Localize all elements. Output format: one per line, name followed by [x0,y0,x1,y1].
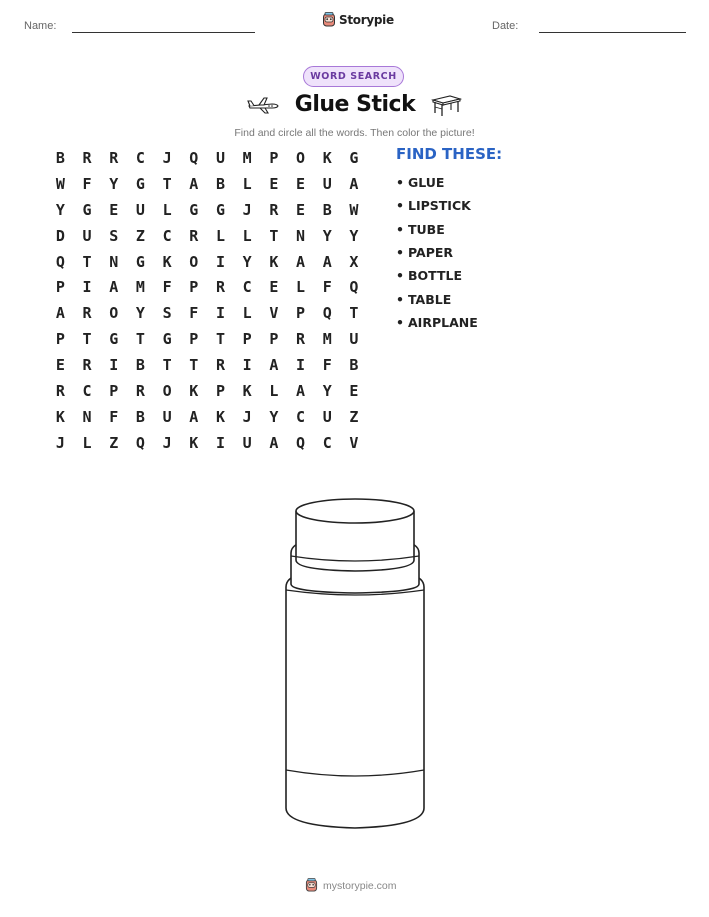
grid-letter[interactable]: G [135,174,145,193]
grid-letter[interactable]: Y [55,200,65,219]
grid-letter[interactable]: B [215,174,225,193]
grid-letter[interactable]: K [162,252,172,271]
grid-letter[interactable]: M [242,148,252,167]
grid-letter[interactable]: R [82,148,92,167]
grid-letter[interactable]: G [135,252,145,271]
grid-letter[interactable]: E [269,174,279,193]
grid-letter[interactable]: C [322,433,332,452]
bullet: • [396,221,404,237]
grid-letter[interactable]: E [296,200,306,219]
grid-letter[interactable]: P [269,148,279,167]
grid-letter[interactable]: P [296,304,306,323]
grid-letter[interactable]: U [215,148,225,167]
grid-letter[interactable]: L [242,304,252,323]
storypie-mascot-icon [305,878,318,893]
storypie-mascot-icon [322,12,336,28]
grid-letter[interactable]: L [269,381,279,400]
grid-letter[interactable]: Z [109,433,119,452]
grid-letter[interactable]: G [189,200,199,219]
word-list-item [396,264,478,287]
grid-letter[interactable]: X [349,252,359,271]
find-these-heading: FIND THESE: [396,145,503,163]
grid-letter[interactable]: G [109,330,119,349]
grid-letter[interactable]: A [349,174,359,193]
airplane-icon [246,95,280,115]
word-text: LIPSTICK [408,198,471,214]
grid-letter[interactable]: R [109,148,119,167]
grid-letter[interactable]: P [189,330,199,349]
grid-letter[interactable]: T [162,174,172,193]
grid-letter[interactable]: Y [322,226,332,245]
grid-letter[interactable]: J [242,407,252,426]
grid-letter[interactable]: I [215,304,225,323]
grid-letter[interactable]: O [109,304,119,323]
grid-letter[interactable]: T [82,252,92,271]
grid-letter[interactable]: F [189,304,199,323]
grid-letter[interactable]: W [349,200,359,219]
grid-letter[interactable]: O [296,148,306,167]
grid-letter[interactable]: G [349,148,359,167]
grid-letter[interactable]: T [162,356,172,375]
grid-letter[interactable]: V [269,304,279,323]
grid-letter[interactable]: L [242,226,252,245]
bullet: • [396,268,404,284]
grid-letter[interactable]: K [242,381,252,400]
grid-letter[interactable]: C [82,381,92,400]
grid-letter[interactable]: F [162,278,172,297]
grid-letter[interactable]: C [242,278,252,297]
word-text: AIRPLANE [408,314,478,330]
word-search-grid[interactable] [47,145,367,456]
grid-letter[interactable]: K [189,433,199,452]
grid-letter[interactable]: K [322,148,332,167]
grid-letter[interactable]: Q [296,433,306,452]
bullet: • [396,175,404,191]
grid-letter[interactable]: Z [349,407,359,426]
word-list-item [396,241,478,264]
grid-letter[interactable]: R [82,356,92,375]
grid-letter[interactable]: E [349,381,359,400]
grid-letter[interactable]: A [109,278,119,297]
grid-letter[interactable]: R [189,226,199,245]
grid-letter[interactable]: I [296,356,306,375]
grid-letter[interactable]: U [135,200,145,219]
grid-letter[interactable]: N [82,407,92,426]
word-list-item [396,311,478,334]
grid-letter[interactable]: P [109,381,119,400]
word-search-badge: WORD SEARCH [303,66,404,87]
grid-letter[interactable]: K [189,381,199,400]
date-label: Date: [492,20,519,32]
grid-letter[interactable]: R [215,278,225,297]
grid-letter[interactable]: Y [135,304,145,323]
grid-letter[interactable]: I [215,252,225,271]
word-text: TUBE [408,221,445,237]
grid-letter[interactable]: J [162,433,172,452]
grid-letter[interactable]: U [162,407,172,426]
grid-letter[interactable]: I [215,433,225,452]
grid-letter[interactable]: J [162,148,172,167]
grid-letter[interactable]: E [55,356,65,375]
grid-letter[interactable]: P [189,278,199,297]
grid-letter[interactable]: Y [322,381,332,400]
grid-letter[interactable]: O [162,381,172,400]
grid-letter[interactable]: M [322,330,332,349]
grid-letter[interactable]: F [109,407,119,426]
grid-letter[interactable]: P [215,381,225,400]
grid-letter[interactable]: K [269,252,279,271]
grid-letter[interactable]: B [349,356,359,375]
grid-letter[interactable]: F [322,356,332,375]
glue-stick-picture[interactable] [270,490,440,850]
word-list-item [396,287,478,310]
grid-letter[interactable]: U [82,226,92,245]
grid-letter[interactable]: Q [55,252,65,271]
grid-letter[interactable]: E [109,200,119,219]
grid-letter[interactable]: R [296,330,306,349]
page-title: Glue Stick [294,92,416,117]
grid-letter[interactable]: Y [242,252,252,271]
grid-letter[interactable]: V [349,433,359,452]
grid-letter[interactable]: A [269,356,279,375]
grid-letter[interactable]: Q [349,278,359,297]
grid-letter[interactable]: U [322,174,332,193]
storypie-logo [322,12,394,28]
grid-letter[interactable]: Q [135,433,145,452]
grid-letter[interactable]: A [296,381,306,400]
grid-letter[interactable]: A [269,433,279,452]
grid-letter[interactable]: W [55,174,65,193]
grid-letter[interactable]: U [322,407,332,426]
grid-letter[interactable]: L [82,433,92,452]
grid-letter[interactable]: B [135,356,145,375]
glue-stick-cap-top [296,499,414,523]
grid-letter[interactable]: E [269,278,279,297]
footer [305,878,397,893]
grid-letter[interactable]: R [82,304,92,323]
grid-letter[interactable]: S [162,304,172,323]
grid-letter[interactable]: U [349,330,359,349]
glue-stick-body [286,574,424,828]
grid-letter[interactable]: A [55,304,65,323]
grid-letter[interactable]: Q [322,304,332,323]
grid-letter[interactable]: I [82,278,92,297]
grid-letter[interactable]: R [55,381,65,400]
grid-letter[interactable]: A [322,252,332,271]
bullet: • [396,314,404,330]
grid-letter[interactable]: R [269,200,279,219]
grid-letter[interactable]: T [215,330,225,349]
grid-letter[interactable]: O [189,252,199,271]
grid-letter[interactable]: F [82,174,92,193]
grid-letter[interactable]: Z [135,226,145,245]
grid-letter[interactable]: U [242,433,252,452]
grid-letter[interactable]: N [109,252,119,271]
grid-letter[interactable]: T [82,330,92,349]
grid-letter[interactable]: G [215,200,225,219]
grid-letter[interactable]: C [296,407,306,426]
grid-letter[interactable]: D [55,226,65,245]
grid-letter[interactable]: N [296,226,306,245]
grid-letter[interactable]: L [296,278,306,297]
grid-letter[interactable]: B [55,148,65,167]
word-list-item [396,194,478,217]
grid-letter[interactable]: Q [189,148,199,167]
word-text: GLUE [408,175,445,191]
grid-letter[interactable]: K [55,407,65,426]
word-list-item [396,218,478,241]
grid-letter[interactable]: Y [269,407,279,426]
grid-letter[interactable]: L [215,226,225,245]
grid-letter[interactable]: B [135,407,145,426]
grid-letter[interactable]: A [189,174,199,193]
grid-letter[interactable]: G [162,330,172,349]
grid-letter[interactable]: I [109,356,119,375]
grid-letter[interactable]: S [109,226,119,245]
grid-letter[interactable]: P [269,330,279,349]
grid-letter[interactable]: E [296,174,306,193]
grid-letter[interactable]: C [162,226,172,245]
grid-letter[interactable]: T [135,330,145,349]
bullet: • [396,245,404,261]
grid-letter[interactable]: J [242,200,252,219]
grid-letter[interactable]: R [215,356,225,375]
word-text: TABLE [408,291,452,307]
table-icon [430,93,462,117]
grid-letter[interactable]: C [135,148,145,167]
grid-letter[interactable]: T [349,304,359,323]
grid-letter[interactable]: B [322,200,332,219]
grid-letter[interactable]: G [82,200,92,219]
grid-letter[interactable]: Y [109,174,119,193]
grid-letter[interactable]: L [242,174,252,193]
word-list [396,171,478,334]
grid-letter[interactable]: A [189,407,199,426]
grid-letter[interactable]: T [189,356,199,375]
grid-letter[interactable]: K [215,407,225,426]
grid-letter[interactable]: Y [349,226,359,245]
name-line[interactable] [72,32,255,33]
grid-letter[interactable]: P [55,278,65,297]
grid-letter[interactable]: M [135,278,145,297]
word-text: BOTTLE [408,268,462,284]
grid-letter[interactable]: A [296,252,306,271]
grid-letter[interactable]: F [322,278,332,297]
word-text: PAPER [408,245,454,261]
grid-letter[interactable]: I [242,356,252,375]
bullet: • [396,198,404,214]
bullet: • [396,291,404,307]
name-label: Name: [24,20,57,32]
date-line[interactable] [539,32,686,33]
word-list-item [396,171,478,194]
grid-letter[interactable]: P [242,330,252,349]
grid-letter[interactable]: L [162,200,172,219]
instructions: Find and circle all the words. Then color the picture! [234,127,475,139]
grid-letter[interactable]: P [55,330,65,349]
footer-url[interactable]: mystorypie.com [323,879,397,892]
grid-letter[interactable]: R [135,381,145,400]
grid-letter[interactable]: T [269,226,279,245]
grid-letter[interactable]: J [55,433,65,452]
brand-name: Storypie [339,13,394,27]
